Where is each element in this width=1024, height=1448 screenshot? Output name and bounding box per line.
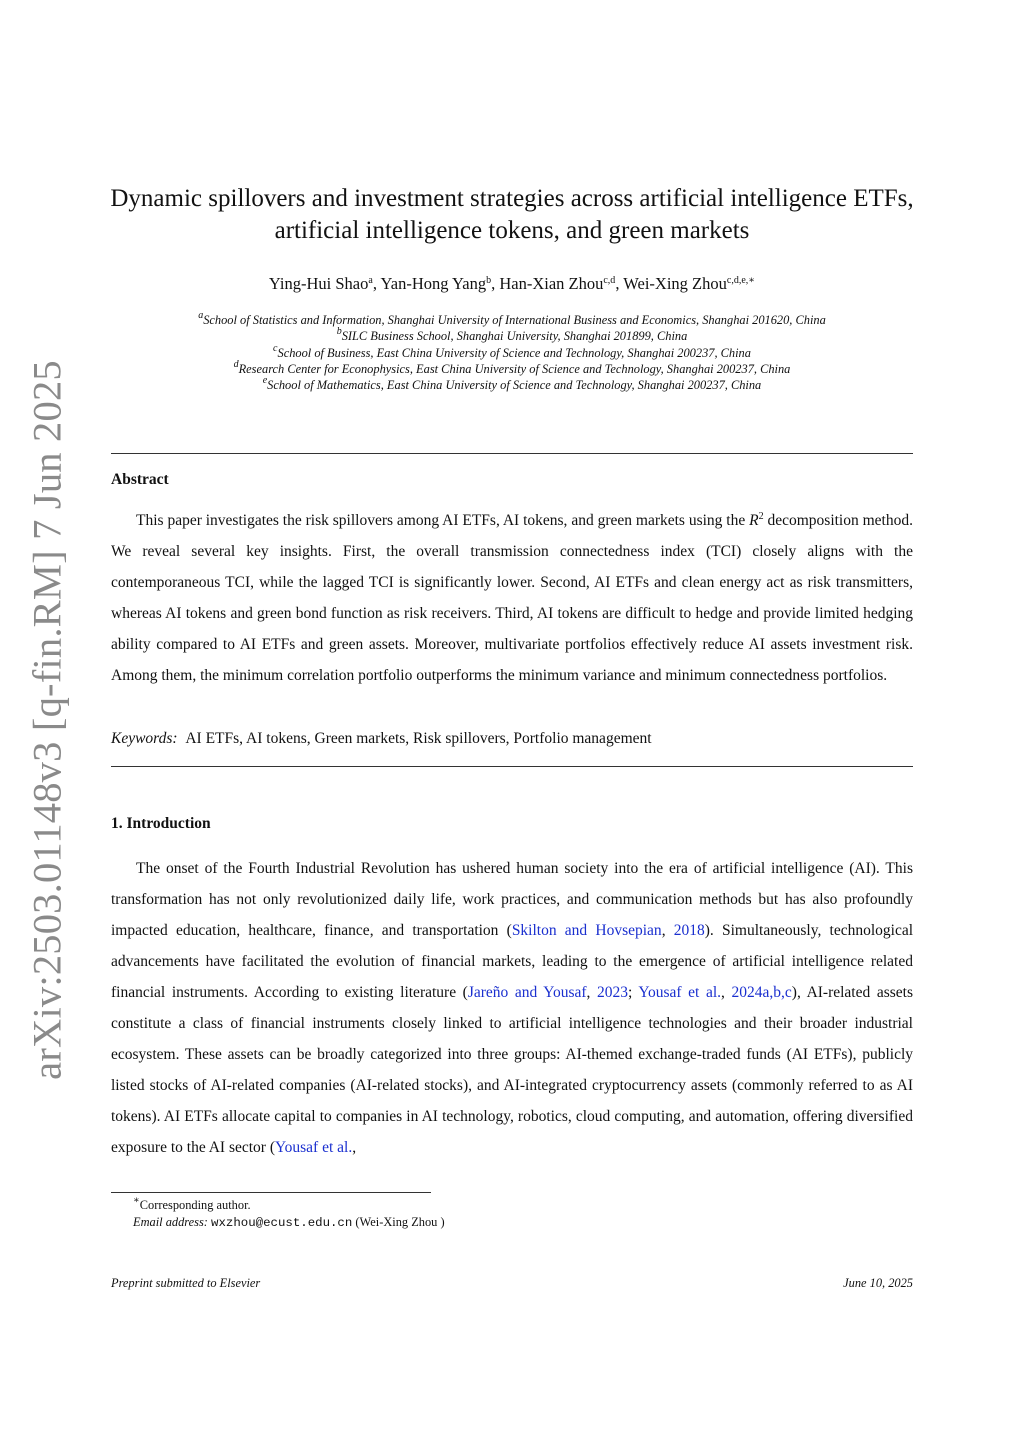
footnote-rule — [111, 1192, 431, 1193]
introduction-body — [111, 854, 913, 1164]
abstract-text: This paper investigates the risk spillovers among AI ETFs, AI tokens, and green markets using the — [136, 512, 750, 529]
affiliation — [80, 377, 944, 393]
affiliation-mark: d — [233, 358, 239, 370]
intro-text: The onset of the Fourth Industrial Revolution has ushered human society into the era of artificial intelligence (AI). This transformation has not only revolutionized daily life, work practices, and communication methods but has also profoundly impacted education, healthcare, finance, and transportation ( — [111, 860, 913, 939]
affiliation-text: School of Statistics and Information, Shanghai University of International Business and Economics, Shanghai 201620, China — [203, 313, 826, 327]
author-affil-mark: c,d — [603, 275, 616, 286]
intro-text: , — [586, 983, 598, 1001]
footer-date: June 10, 2025 — [843, 1276, 913, 1290]
footer-preprint: Preprint submitted to Elsevier — [111, 1276, 261, 1290]
arxiv-stamp: arXiv:2503.01148v3 [q-fin.RM] 7 Jun 2025 — [24, 360, 70, 1080]
footnote-text: Corresponding author. — [139, 1198, 251, 1212]
citation-link[interactable]: 2024a,b,c — [731, 983, 792, 1001]
introduction-heading: 1. Introduction — [111, 815, 211, 832]
paper-title — [80, 183, 944, 247]
affiliation-mark: a — [198, 310, 204, 321]
affiliation-mark: b — [336, 326, 342, 338]
intro-text: ). Simultaneously, technological advancements have facilitated the evolution of financial markets, leading to the emergence of artificial intelligence related financial instruments. According to existing literature ( — [111, 921, 914, 1001]
email-label: Email address: — [133, 1215, 208, 1229]
intro-text: ; — [628, 983, 639, 1001]
r-squared-exponent: 2 — [758, 511, 764, 522]
abstract-body — [111, 506, 913, 692]
affiliation-text: School of Mathematics, East China University of Science and Technology, Shanghai 200237, China — [267, 378, 762, 393]
affiliation — [80, 358, 944, 377]
title-line-1: Dynamic spillovers and investment strategies across artificial intelligence ETFs, — [110, 185, 914, 212]
affiliation — [80, 312, 944, 328]
intro-text: , — [721, 983, 732, 1001]
title-line-2: artificial intelligence tokens, and green markets — [274, 217, 750, 244]
affiliation-mark: e — [262, 375, 268, 387]
affiliation — [80, 328, 944, 344]
affiliation-text: SILC Business School, Shanghai University, Shanghai 201899, China — [341, 329, 688, 344]
footnote-corresponding — [111, 1197, 445, 1214]
intro-text: ), AI-related assets constitute a class of financial instruments closely linked to artificial intelligence technologies and their broader industrial ecosystem. These assets can be broadly categorized into three groups: AI-themed exchange-traded funds (AI ETFs), publicly listed stocks of AI-related companies (AI-related stocks), and AI-integrated cryptocurrency assets (commonly referred to as AI tokens). AI ETFs allocate capital to companies in AI technology, robotics, cloud computing, and automation, offering diversified exposure to the AI sector ( — [111, 983, 914, 1156]
author-affil-mark: a — [368, 275, 373, 286]
footnote-mark: ∗ — [133, 1195, 140, 1206]
affiliation — [80, 342, 944, 361]
citation-link[interactable]: Jareño and Yousaf — [467, 983, 587, 1001]
author-name: Yan-Hong Yang — [380, 274, 487, 293]
citation-link[interactable]: Yousaf et al. — [275, 1138, 353, 1156]
intro-text: , — [661, 921, 674, 939]
footnote — [111, 1197, 445, 1232]
author-list: Ying-Hui Shao$^a$, Yan-Hong Yang$^b$, Han-Xian Zhou$^{c,d}$, Wei-Xing Zhou$^{c,d,e,∗}$ — [268, 274, 756, 293]
author-name: Wei-Xing Zhou — [623, 274, 727, 293]
citation-link[interactable]: Skilton and Hovsepian — [511, 921, 662, 939]
affiliation-text: School of Business, East China University of Science and Technology, Shanghai 200237, China — [277, 345, 751, 360]
keywords-label: Keywords: — [111, 730, 178, 747]
abstract-heading: Abstract — [111, 471, 169, 488]
abstract-text: decomposition method. We reveal several key insights. First, the overall transmission connectedness index (TCI) closely aligns with the contemporaneous TCI, while the lagged TCI is significantly lower. Second, AI ETFs and clean energy act as risk transmitters, whereas AI tokens and green bond function as risk receivers. Third, AI tokens are difficult to hedge and provide limited hedging ability compared to AI ETFs and green assets. Moreover, multivariate portfolios effectively reduce AI assets investment risk. Among them, the minimum correlation portfolio outperforms the minimum variance and minimum connectedness portfolios. — [111, 512, 913, 684]
citation-link[interactable]: 2023 — [597, 983, 629, 1001]
author-name: Han-Xian Zhou — [499, 274, 604, 293]
affiliation-text: Research Center for Econophysics, East China University of Science and Technology, Shanghai 200237, China — [238, 361, 791, 376]
abstract-top-rule — [111, 453, 913, 454]
keywords-text: AI ETFs, AI tokens, Green markets, Risk spillovers, Portfolio management — [185, 730, 652, 747]
r-squared-symbol: R — [749, 512, 759, 529]
keywords — [111, 730, 652, 748]
abstract-bottom-rule — [111, 766, 913, 767]
author-affil-mark: b — [486, 275, 492, 286]
affiliation-list — [80, 312, 944, 393]
citation-link[interactable]: Yousaf et al. — [638, 983, 722, 1001]
email-address[interactable]: wxzhou@ecust.edu.cn — [211, 1216, 353, 1230]
author-affil-mark: c,d,e,∗ — [726, 275, 756, 286]
intro-text: , — [352, 1138, 357, 1156]
email-owner: (Wei-Xing Zhou ) — [355, 1215, 445, 1229]
citation-link[interactable]: 2018 — [673, 921, 705, 939]
affiliation-mark: c — [273, 342, 278, 354]
author-name: Ying-Hui Shao — [268, 274, 369, 293]
footnote-email — [111, 1214, 445, 1232]
